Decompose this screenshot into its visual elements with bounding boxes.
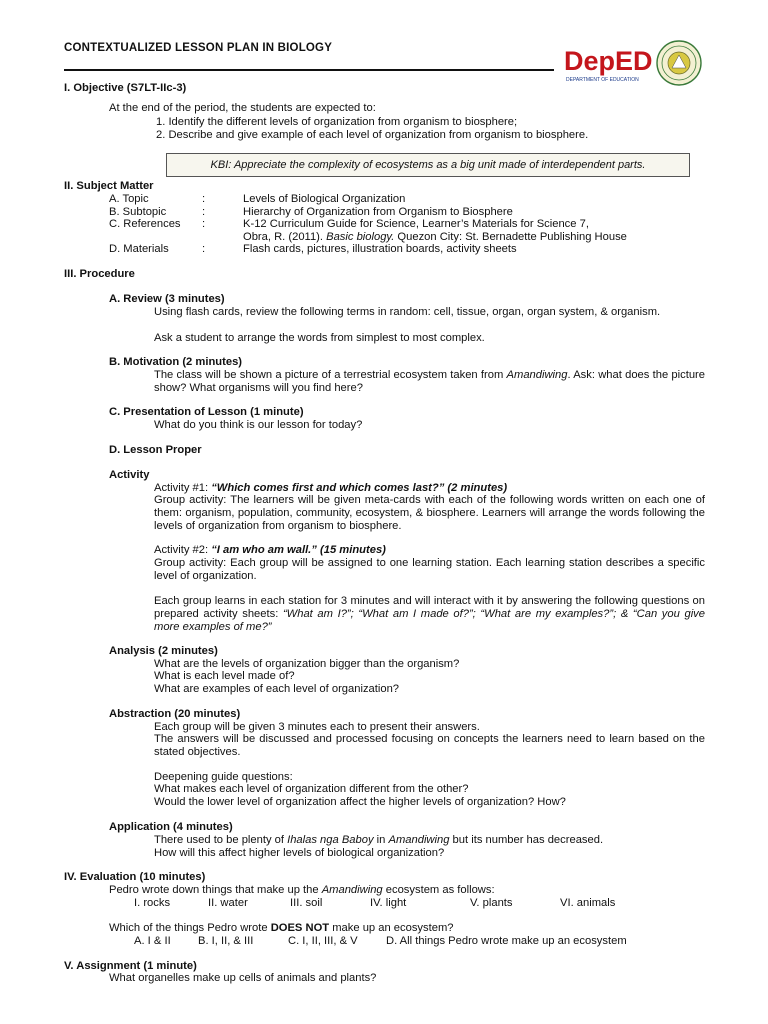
review-text-2: Ask a student to arrange the words from simplest to most complex. bbox=[154, 332, 485, 344]
subject-label: D. Materials bbox=[109, 243, 169, 256]
subject-heading: II. Subject Matter bbox=[64, 180, 154, 192]
analysis-line: What are examples of each level of organization? bbox=[154, 683, 400, 695]
objective-intro: At the end of the period, the students are expected to: bbox=[109, 102, 376, 114]
subject-sep: : bbox=[202, 243, 206, 256]
choice-a: A. I & II bbox=[134, 935, 171, 947]
subject-value: Obra, R. (2011). Basic biology. Quezon City: St. Bernadette Publishing House bbox=[243, 230, 627, 243]
activity-2-text: Group activity: Each group will be assigned to one learning station. Each learning station describes a specific level of organization. bbox=[154, 557, 705, 582]
objective-heading: I. Objective (S7LT-IIc-3) bbox=[64, 82, 187, 94]
motivation-text: The class will be shown a picture of a terrestrial ecosystem taken from Amandiwing. Ask: what does the picture show? What organisms will you find here? bbox=[154, 369, 706, 394]
logo-subtext: DEPARTMENT OF EDUCATION bbox=[566, 77, 639, 83]
review-text: Using flash cards, review the following terms in random: cell, tissue, organ, organ system, & organism. bbox=[154, 306, 661, 318]
kbi-box: KBI: Appreciate the complexity of ecosystems as a big unit made of interdependent parts. bbox=[166, 153, 690, 177]
subject-label bbox=[109, 231, 202, 244]
abstraction-title: Abstraction (20 minutes) bbox=[109, 708, 241, 720]
choice-c: C. I, II, III, & V bbox=[288, 935, 358, 947]
logo-wordmark: DepED bbox=[564, 46, 653, 76]
application-title: Application (4 minutes) bbox=[109, 821, 233, 833]
subject-row bbox=[109, 218, 627, 231]
choice-b: B. I, II, & III bbox=[198, 935, 254, 947]
deped-logo bbox=[564, 40, 704, 86]
subject-value: Hierarchy of Organization from Organism to Biosphere bbox=[243, 205, 513, 218]
application-text: There used to be plenty of Ihalas nga Baboy in Amandiwing but its number has decreased. bbox=[154, 834, 604, 846]
evaluation-thing: III. soil bbox=[290, 897, 323, 909]
application-text-2: How will this affect higher levels of biological organization? bbox=[154, 847, 445, 859]
assignment-text: What organelles make up cells of animals and plants? bbox=[109, 972, 377, 984]
activity-2-text-2: Each group learns in each station for 3 minutes and will interact with it by answering the following questions on prepared activity sheets: “What am I?”; “What am I made of?”; “What are my examples?”; & “Can you give more examples of me?” bbox=[154, 595, 705, 633]
subject-label: C. References bbox=[109, 218, 181, 231]
subject-sep: : bbox=[202, 205, 206, 218]
objective-item-2: 2. Describe and give example of each level of organization from organism to biosphere. bbox=[156, 129, 589, 141]
document-title: CONTEXTUALIZED LESSON PLAN IN BIOLOGY bbox=[64, 42, 333, 54]
activity-1-text: Group activity: The learners will be given meta-cards with each of the following words written on each one of them: organism, population, community, ecosystem, & biosphere. Learners will arrange the words following the levels of organization from organism to biosphere. bbox=[154, 494, 705, 532]
lesson-proper-title: D. Lesson Proper bbox=[109, 444, 202, 456]
subject-row bbox=[109, 193, 627, 206]
activity-1-heading: Activity #1: “Which comes first and which comes last?” (2 minutes) bbox=[154, 482, 508, 494]
evaluation-text: Pedro wrote down things that make up the Amandiwing ecosystem as follows: bbox=[109, 884, 495, 896]
evaluation-heading: IV. Evaluation (10 minutes) bbox=[64, 871, 206, 883]
abstraction-question: Would the lower level of organization affect the higher levels of organization? How? bbox=[154, 796, 566, 808]
analysis-line: What is each level made of? bbox=[154, 670, 295, 682]
analysis-line: What are the levels of organization bigger than the organism? bbox=[154, 658, 460, 670]
subject-row bbox=[109, 206, 627, 219]
evaluation-thing: V. plants bbox=[470, 897, 513, 909]
motivation-title: B. Motivation (2 minutes) bbox=[109, 356, 243, 368]
seal-icon bbox=[657, 41, 701, 85]
subject-sep: : bbox=[202, 218, 206, 231]
subject-value: Flash cards, pictures, illustration boards, activity sheets bbox=[243, 243, 517, 256]
evaluation-question: Which of the things Pedro wrote DOES NOT make up an ecosystem? bbox=[109, 922, 454, 934]
objective-item-1: 1. Identify the different levels of organization from organism to biosphere; bbox=[156, 116, 518, 128]
evaluation-thing: IV. light bbox=[370, 897, 407, 909]
presentation-title: C. Presentation of Lesson (1 minute) bbox=[109, 406, 304, 418]
subject-sep: : bbox=[202, 193, 206, 205]
evaluation-thing: VI. animals bbox=[560, 897, 616, 909]
analysis-title: Analysis (2 minutes) bbox=[109, 645, 218, 657]
subject-label: B. Subtopic bbox=[109, 205, 167, 218]
assignment-heading: V. Assignment (1 minute) bbox=[64, 960, 197, 972]
subject-label: A. Topic bbox=[109, 193, 149, 205]
abstraction-guide-label: Deepening guide questions: bbox=[154, 771, 293, 783]
subject-sep bbox=[202, 231, 243, 244]
procedure-heading: III. Procedure bbox=[64, 268, 135, 280]
abstraction-text: Each group will be given 3 minutes each to present their answers. bbox=[154, 721, 480, 733]
activity-2-heading: Activity #2: “I am who am wall.” (15 minutes) bbox=[154, 544, 386, 556]
evaluation-thing: I. rocks bbox=[134, 897, 171, 909]
abstraction-text-2: The answers will be discussed and processed focusing on concepts the learners need to learn based on the stated objectives. bbox=[154, 733, 705, 758]
subject-value: K-12 Curriculum Guide for Science, Learner’s Materials for Science 7, bbox=[243, 218, 589, 231]
subject-row bbox=[109, 231, 627, 244]
choice-d: D. All things Pedro wrote make up an ecosystem bbox=[386, 935, 627, 947]
review-title: A. Review (3 minutes) bbox=[109, 293, 225, 305]
subject-value: Levels of Biological Organization bbox=[243, 193, 406, 205]
header-rule bbox=[64, 69, 554, 71]
subject-table bbox=[109, 193, 627, 256]
evaluation-thing: II. water bbox=[208, 897, 248, 909]
presentation-text: What do you think is our lesson for today? bbox=[154, 419, 363, 431]
abstraction-question: What makes each level of organization different from the other? bbox=[154, 783, 469, 795]
subject-row bbox=[109, 243, 627, 256]
activity-title: Activity bbox=[109, 469, 150, 481]
